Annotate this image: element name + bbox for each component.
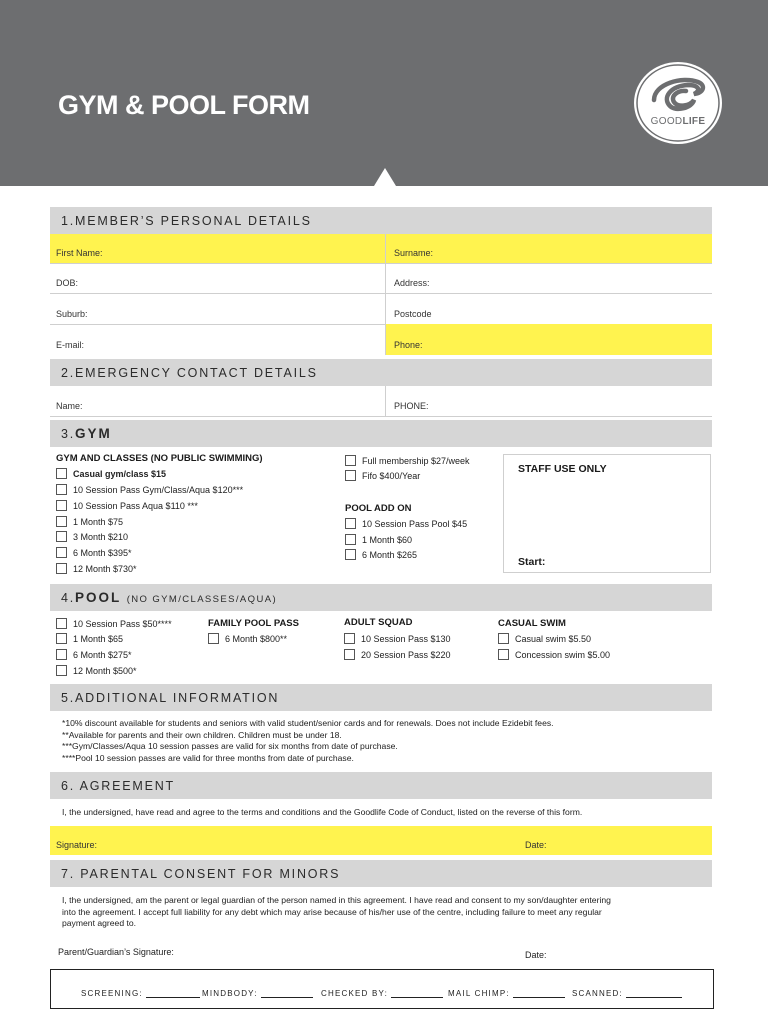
scanned-label: SCANNED: [572,989,623,998]
dob-field[interactable] [50,263,385,293]
note-line: ***Gym/Classes/Aqua 10 session passes are valid for six months from date of purchase. [62,741,398,752]
emergency-name-label: Name: [56,401,83,411]
section-subtitle: (NO GYM/CLASSES/AQUA) [126,594,278,605]
checkbox[interactable] [56,516,67,527]
section-title: 5.ADDITIONAL INFORMATION [61,691,280,705]
checkbox[interactable] [345,534,356,545]
casual-swim-option[interactable] [498,632,591,645]
gym-option[interactable] [56,562,137,575]
section-title-bold: POOL [75,590,122,605]
casual-swim-option[interactable] [498,648,610,661]
adult-squad-option[interactable] [344,632,451,645]
row-dob [50,263,712,294]
mindbody-line [261,997,313,998]
phone-field[interactable] [386,324,712,355]
gym-option[interactable] [56,530,128,543]
option-label: 12 Month $500* [73,665,137,676]
option-label: 10 Session Pass Aqua $110 *** [73,500,198,511]
consent-line: I, the undersigned, am the parent or legal guardian of the person named in this agreement. I have read and consent to my son/daughter entering [62,895,611,905]
checkbox[interactable] [345,470,356,481]
first-name-field[interactable] [50,234,385,263]
logo-text [632,116,724,127]
agreement-text: I, the undersigned, have read and agree to the terms and conditions and the Goodlife Code of Conduct, listed on the reverse of this form. [62,807,583,817]
staff-start-label: Start: [518,556,546,568]
guardian-signature-label[interactable]: Parent/Guardian’s Signature: [58,947,174,957]
mail-chimp-line [513,997,565,998]
option-label: 12 Month $730* [73,563,137,574]
pool-addon-option[interactable] [345,533,412,546]
section-title [61,426,112,441]
screening-line [146,997,200,998]
checked-by-line [391,997,443,998]
section-title-bold: GYM [75,426,112,441]
option-label: 20 Session Pass $220 [361,649,451,660]
section-title: 6. AGREEMENT [61,779,175,793]
section-title: 2.EMERGENCY CONTACT DETAILS [61,366,318,380]
section-number: 3. [61,427,76,441]
note-line: *10% discount available for students and seniors with valid student/senior cards and for renewals. Does not include Ezidebit fees. [62,718,554,728]
family-pool-option[interactable] [208,632,287,645]
option-label: 10 Session Pass $50**** [73,618,172,629]
divider [385,293,386,324]
emergency-phone-label: PHONE: [394,401,429,411]
gym-option[interactable] [56,515,123,528]
mail-chimp-field[interactable] [448,989,565,998]
screening-field[interactable] [81,989,200,998]
gym-option-full-membership[interactable] [345,454,470,467]
checkbox[interactable] [56,618,67,629]
option-label: 6 Month $395* [73,547,132,558]
section-parental-consent [50,860,712,887]
gym-classes-heading: GYM AND CLASSES (NO PUBLIC SWIMMING) [56,453,263,464]
pool-addon-heading: POOL ADD ON [345,503,412,514]
suburb-label: Suburb: [56,309,88,319]
option-label: 1 Month $75 [73,516,124,527]
option-label: 6 Month $275* [73,649,132,660]
option-label: 10 Session Pass Gym/Class/Aqua $120*** [73,484,244,495]
emergency-name-field[interactable] [50,386,385,416]
form-header [0,0,768,186]
gym-option[interactable] [56,499,198,512]
suburb-field[interactable] [50,293,385,324]
gym-option-fifo[interactable] [345,469,420,482]
postcode-field[interactable] [388,293,712,324]
row-emergency [50,386,712,417]
pool-option[interactable] [56,664,137,677]
note-line: ****Pool 10 session passes are valid for three months from date of purchase. [62,752,354,763]
gym-option[interactable] [56,483,243,496]
checkbox[interactable] [56,484,67,495]
email-label: E-mail: [56,340,85,350]
adult-squad-heading: ADULT SQUAD [344,617,413,628]
phone-label: Phone: [394,340,423,350]
section-emergency-contact [50,359,712,386]
section-additional-info [50,684,712,711]
signature-field[interactable] [50,826,510,855]
pool-option[interactable] [56,632,123,645]
consent-text [62,895,611,930]
office-use-box [50,969,714,1009]
section-pool [50,584,712,611]
date-label: Date: [525,840,547,850]
section-gym [50,420,712,447]
row-name [50,234,712,264]
goodlife-logo [632,60,724,146]
postcode-label: Postcode [394,309,432,319]
note-line: **Available for parents and their own children. Children must be under 18. [62,729,342,740]
pool-addon-option[interactable] [345,517,467,530]
option-label: 6 Month $800** [225,633,288,644]
checkbox[interactable] [498,649,509,660]
divider [385,263,386,293]
guardian-date-label[interactable]: Date: [525,950,547,960]
checkbox[interactable] [345,549,356,560]
checkbox[interactable] [56,468,67,479]
address-field[interactable] [388,263,712,293]
section-title: 1.MEMBER’S PERSONAL DETAILS [61,214,312,228]
logo-text-regular: GOOD [650,116,683,127]
scanned-field[interactable] [572,989,682,998]
checkbox[interactable] [56,531,67,542]
checkbox[interactable] [498,633,509,644]
email-field[interactable] [50,324,385,355]
section-personal-details [50,207,712,234]
option-label: 1 Month $65 [73,633,124,644]
pool-option[interactable] [56,648,132,661]
mindbody-field[interactable] [202,989,313,998]
gym-option[interactable] [56,546,132,559]
option-label: 10 Session Pass Pool $45 [362,518,468,529]
checkbox[interactable] [56,665,67,676]
signature-label: Signature: [56,840,98,850]
address-label: Address: [394,278,430,288]
header-notch [374,168,396,186]
option-label: Full membership $27/week [362,455,470,466]
adult-squad-option[interactable] [344,648,451,661]
casual-swim-heading: CASUAL SWIM [498,618,566,629]
pool-option[interactable] [56,617,172,630]
divider [385,386,386,416]
row-suburb [50,293,712,325]
consent-line: into the agreement. I accept full liability for any debt which may arise because of his/her use of the centre, including failure to meet any regular [62,906,602,917]
section-title: 7. PARENTAL CONSENT FOR MINORS [61,867,341,881]
checkbox[interactable] [56,500,67,511]
checkbox[interactable] [345,455,356,466]
checkbox[interactable] [56,547,67,558]
staff-use-box [503,454,711,573]
checkbox[interactable] [344,633,355,644]
option-label: 3 Month $210 [73,531,129,542]
emergency-phone-field[interactable] [388,386,712,416]
option-label: Casual swim $5.50 [515,633,592,644]
logo-text-bold: LIFE [682,116,706,127]
dob-label: DOB: [56,278,79,288]
gym-option-casual[interactable] [56,467,166,480]
additional-info-notes [62,718,554,764]
option-label: Casual gym/class $15 [73,468,167,479]
checkbox[interactable] [56,633,67,644]
mail-chimp-label: MAIL CHIMP: [448,989,510,998]
option-label: Fifo $400/Year [362,470,421,481]
option-label: 6 Month $265 [362,549,418,560]
checkbox[interactable] [345,518,356,529]
surname-field[interactable] [388,234,712,263]
staff-use-title: STAFF USE ONLY [518,463,607,475]
agreement-date-field[interactable] [519,826,712,855]
option-label: 1 Month $60 [362,534,413,545]
surname-label: Surname: [394,248,434,258]
section-title [61,590,277,605]
pool-addon-option[interactable] [345,548,417,561]
family-pool-heading: FAMILY POOL PASS [208,618,299,629]
section-number: 4. [61,591,76,605]
row-email [50,324,712,355]
option-label: Concession swim $5.00 [515,649,611,660]
screening-label: SCREENING: [81,989,143,998]
first-name-label: First Name: [56,248,103,258]
divider [385,234,386,263]
checkbox[interactable] [56,563,67,574]
section-agreement [50,772,712,799]
logo-swirl-icon [632,60,724,146]
checkbox[interactable] [56,649,67,660]
consent-line: payment agreed to. [62,918,137,929]
mindbody-label: MINDBODY: [202,989,258,998]
signature-row [50,826,712,855]
checked-by-label: CHECKED BY: [321,989,388,998]
scanned-line [626,997,682,998]
page-title: GYM & POOL FORM [58,90,310,120]
checkbox[interactable] [344,649,355,660]
option-label: 10 Session Pass $130 [361,633,451,644]
checkbox[interactable] [208,633,219,644]
checked-by-field[interactable] [321,989,443,998]
